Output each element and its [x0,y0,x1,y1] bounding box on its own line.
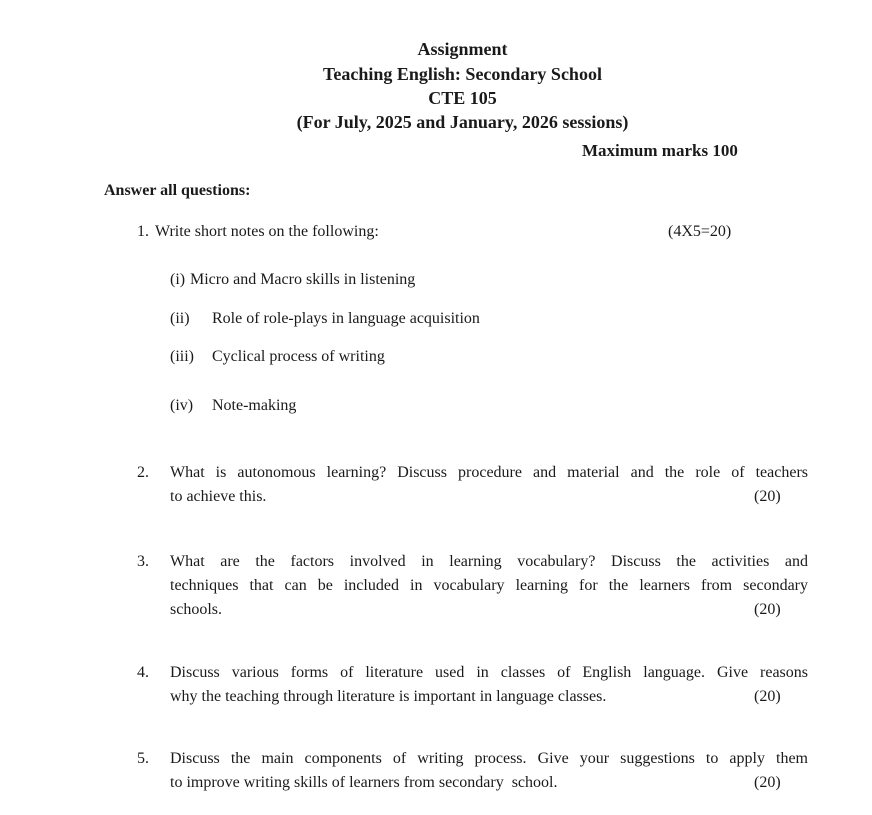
question-text [170,661,808,709]
question-number: 1. [137,223,149,240]
sub-item-text: Role of role-plays in language acquisition [212,310,480,327]
question-text [170,747,808,795]
sub-item-label: (iv) [170,397,194,414]
document-title: Assignment [417,39,508,59]
course-name: Teaching English: Secondary School [323,64,602,84]
sub-item-label: (ii) [170,310,190,327]
question-number: 2. [137,464,149,481]
sub-item-text: Micro and Macro skills in listening [190,271,416,288]
question-text [170,550,808,622]
question-line: to improve writing skills of learners from secondary school. [170,774,558,791]
maximum-marks: Maximum marks 100 [582,141,738,160]
question-marks: (20) [754,601,781,618]
question-text: Write short notes on the following: [155,223,379,240]
sub-item-text: Note-making [212,397,297,414]
question-marks: (20) [754,688,781,705]
question-line: Discuss the main components of writing process. Give your suggestions to apply them [170,750,808,767]
sub-item-label: (i) [170,271,186,288]
question-number: 5. [137,750,149,767]
question-text [170,461,808,509]
course-code: CTE 105 [428,88,497,108]
sessions-line: (For July, 2025 and January, 2026 sessions) [296,112,629,132]
question-number: 4. [137,664,149,681]
question-marks: (20) [754,488,781,505]
instructions: Answer all questions: [104,182,251,199]
question-line: techniques that can be included in vocabulary learning for the learners from secondary [170,577,808,594]
question-line: Discuss various forms of literature used in classes of English language. Give reasons [170,664,808,681]
question-number: 3. [137,553,149,570]
question-line: What are the factors involved in learning vocabulary? Discuss the activities and [170,553,808,570]
question-line: to achieve this. [170,488,267,505]
question-marks: (20) [754,774,781,791]
question-line: schools. [170,601,222,618]
question-marks: (4X5=20) [668,223,732,240]
sub-item-label: (iii) [170,348,194,365]
question-line: What is autonomous learning? Discuss procedure and material and the role of teachers [170,464,808,481]
question-line: why the teaching through literature is important in language classes. [170,688,607,705]
sub-item-text: Cyclical process of writing [212,348,385,365]
